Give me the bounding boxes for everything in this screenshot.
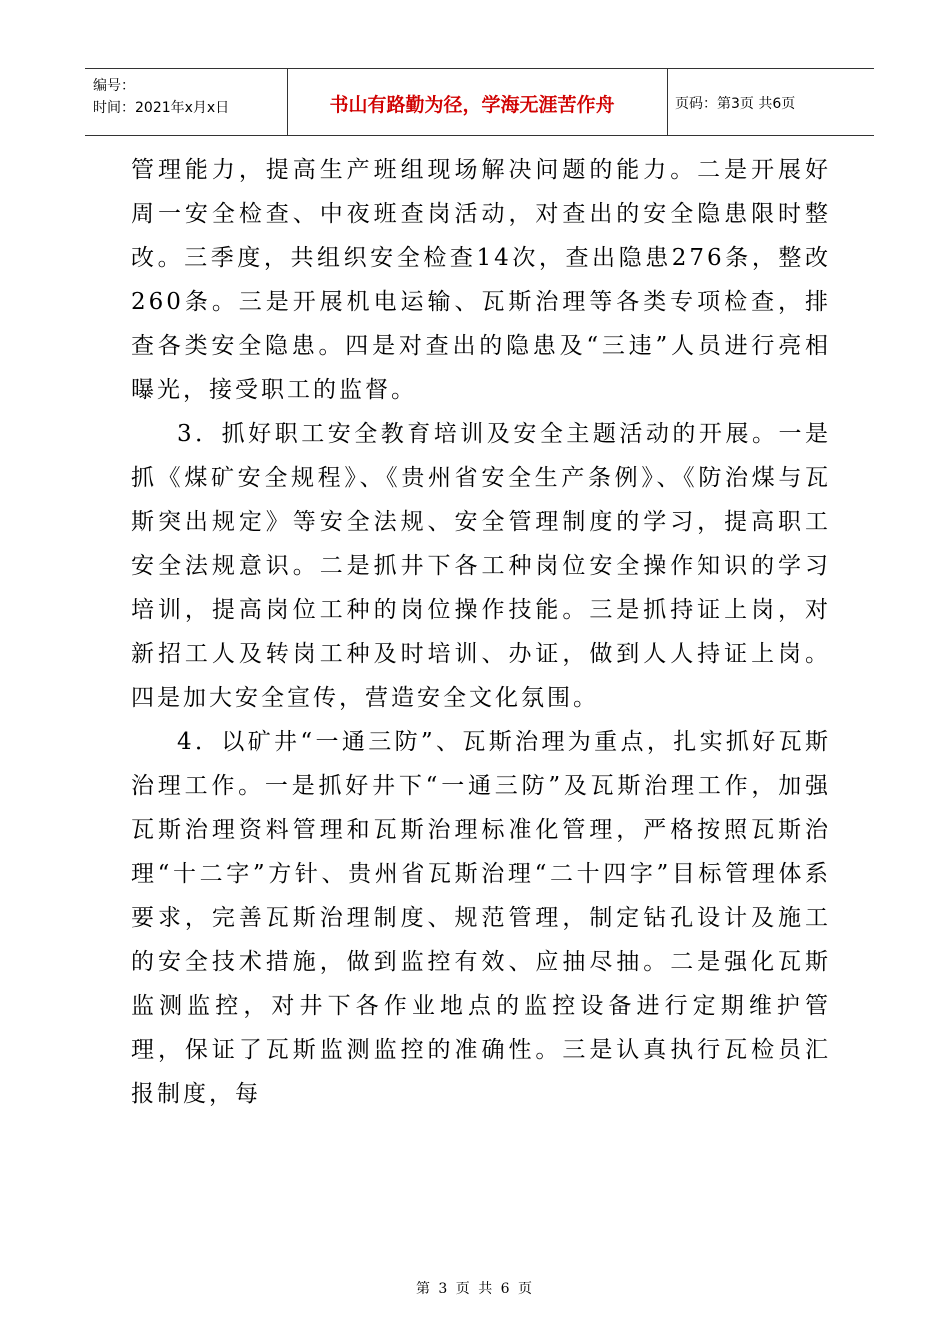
page-footer: 第 3 页 共 6 页 <box>415 1281 535 1297</box>
document-number-label: 编号： <box>93 78 135 94</box>
body-paragraph: 管理能力，提高生产班组现场解决问题的能力。二是开展好周一安全检查、中夜班查岗活动，对查出的安全隐患限时整改。三季度，共组织安全检查14次，查出隐患276条，整改260条。三是开展机电运输、瓦斯治理等各类专项检查，排查各类安全隐患。四是对查出的隐患及“三违”人员进行亮相曝光，接受职工的监督。 <box>131 157 831 403</box>
header-motto: 书山有路勤为径，学海无涯苦作舟 <box>329 93 615 116</box>
header-meta <box>93 75 283 119</box>
document-body <box>131 148 831 1116</box>
document-time-label: 时间：2021年x月x日 <box>93 100 230 116</box>
header-page-info: 页码：第3页 共6页 <box>675 96 796 112</box>
body-paragraph: 4．以矿井“一通三防”、瓦斯治理为重点，扎实抓好瓦斯治理工作。一是抓好井下“一通三防”及瓦斯治理工作，加强瓦斯治理资料管理和瓦斯治理标准化管理，严格按照瓦斯治理“十二字”方针、贵州省瓦斯治理“二十四字”目标管理体系要求，完善瓦斯治理制度、规范管理，制定钻孔设计及施工的安全技术措施，做到监控有效、应抽尽抽。二是强化瓦斯监测监控，对井下各作业地点的监控设备进行定期维护管理，保证了瓦斯监测监控的准确性。三是认真执行瓦检员汇报制度，每 <box>131 729 831 1107</box>
page-header <box>85 68 874 136</box>
body-paragraph: 3．抓好职工安全教育培训及安全主题活动的开展。一是抓《煤矿安全规程》、《贵州省安全生产条例》、《防治煤与瓦斯突出规定》等安全法规、安全管理制度的学习，提高职工安全法规意识。二是抓井下各工种岗位安全操作知识的学习培训，提高岗位工种的岗位操作技能。三是抓持证上岗，对新招工人及转岗工种及时培训、办证，做到人人持证上岗。四是加大安全宣传，营造安全文化氛围。 <box>131 421 831 711</box>
